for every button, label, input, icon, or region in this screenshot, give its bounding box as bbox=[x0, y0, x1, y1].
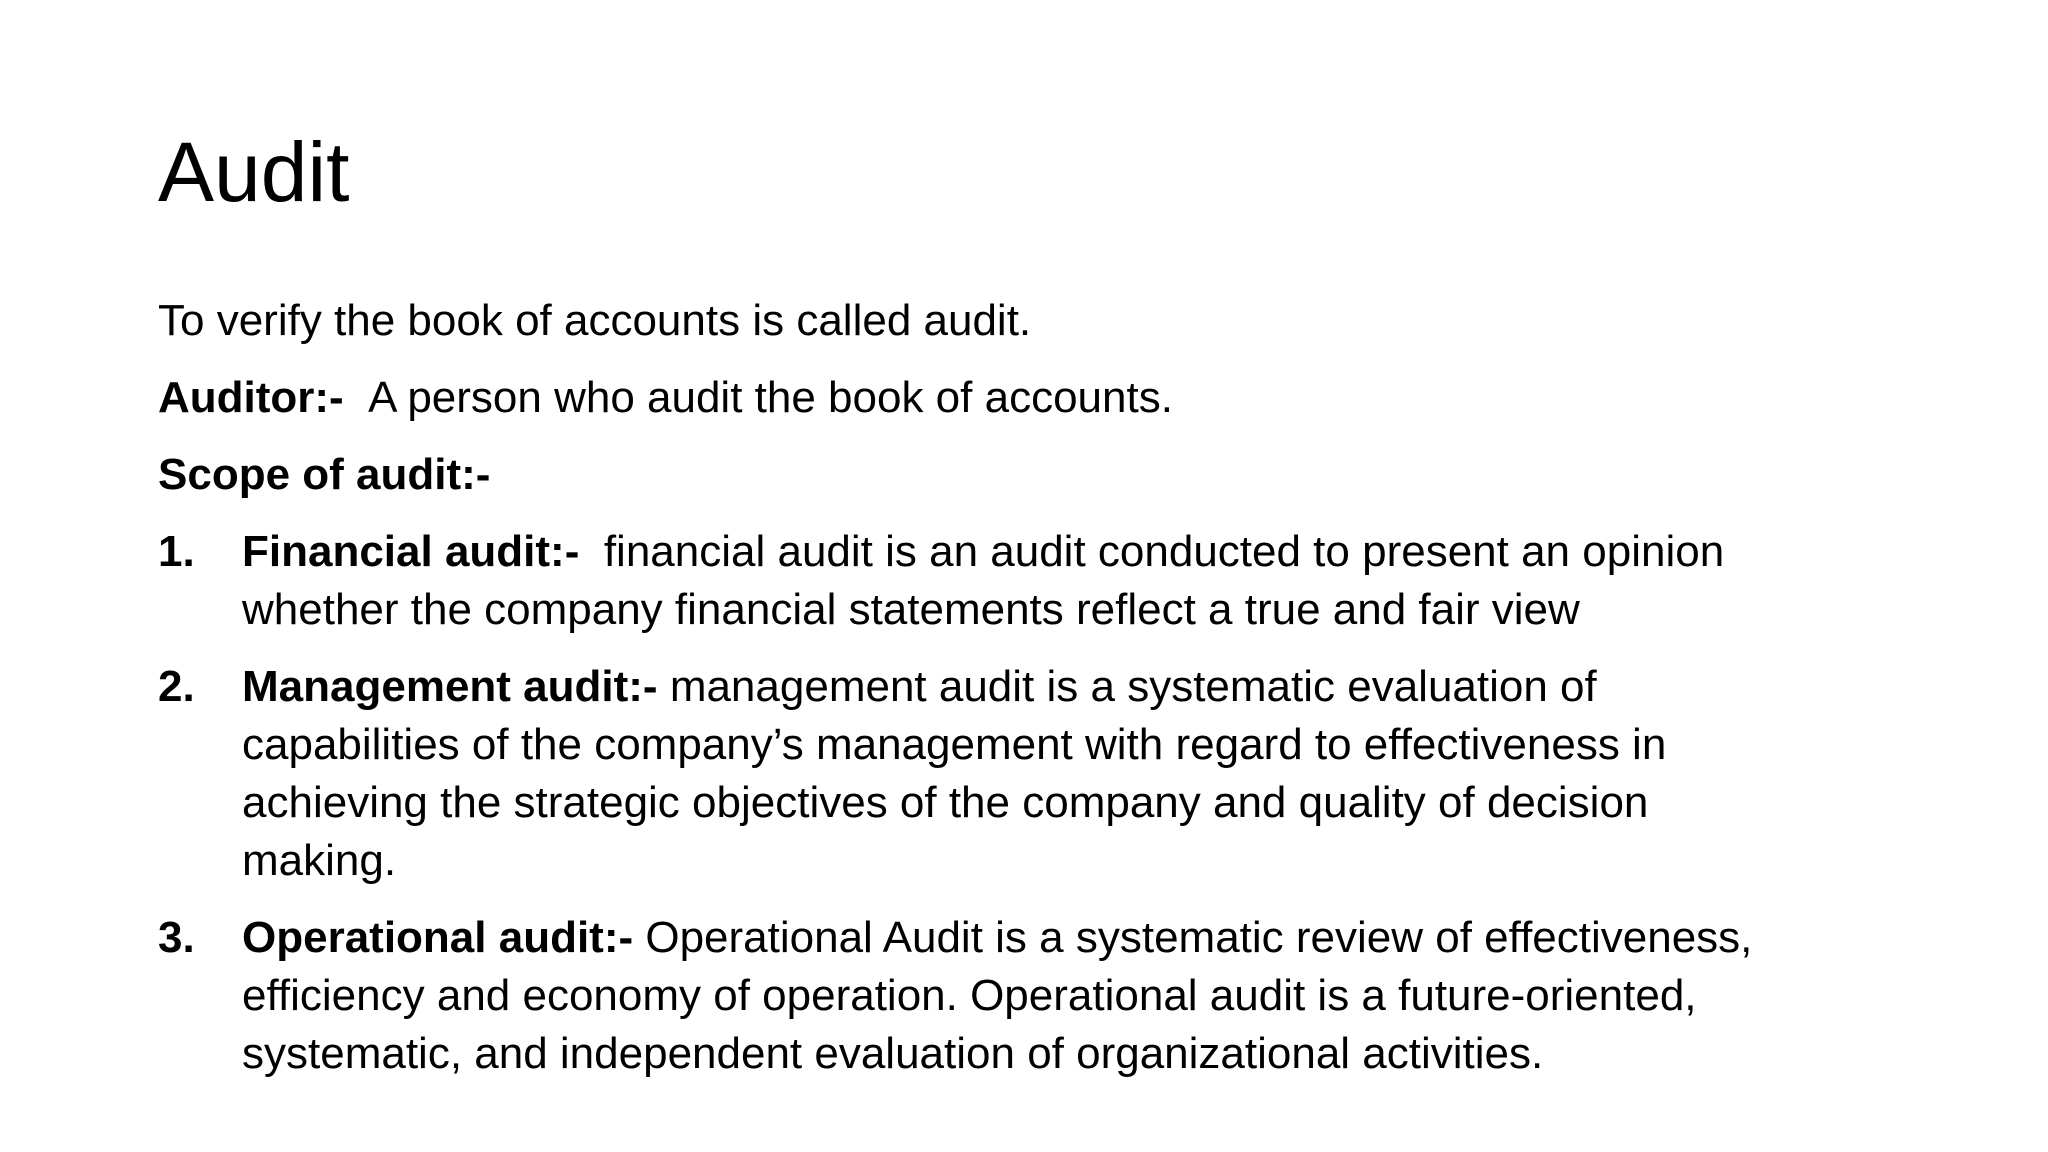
list-item-line bbox=[242, 523, 1918, 581]
list-item-line-text: financial audit is an audit conducted to present an opinion bbox=[603, 527, 1725, 576]
list-item-line: capabilities of the company’s management with regard to effectiveness in bbox=[242, 720, 1667, 769]
scope-heading: Scope of audit:- bbox=[158, 450, 491, 499]
slide-body bbox=[158, 292, 1918, 1102]
list-item-line-text: Operational Audit is a systematic review of effectiveness, bbox=[645, 913, 1753, 962]
list-item-text bbox=[242, 658, 1918, 890]
list-number: 1. bbox=[158, 527, 195, 576]
list-item-line-text: management audit is a systematic evaluation of bbox=[669, 662, 1597, 711]
list-number: 3. bbox=[158, 913, 195, 962]
list-item-line bbox=[242, 909, 1918, 967]
list-item-line: systematic, and independent evaluation of organizational activities. bbox=[242, 1029, 1544, 1078]
list-item-management-audit bbox=[158, 658, 1918, 890]
list-item-text bbox=[242, 523, 1918, 639]
list-item-term: Financial audit:- bbox=[242, 527, 580, 576]
list-item-operational-audit bbox=[158, 909, 1918, 1083]
list-item-text bbox=[242, 909, 1918, 1083]
list-number: 2. bbox=[158, 662, 195, 711]
list-item-line: whether the company financial statements reflect a true and fair view bbox=[242, 585, 1580, 634]
slide-title: Audit bbox=[158, 125, 350, 219]
list-item-line: achieving the strategic objectives of the company and quality of decision bbox=[242, 778, 1649, 827]
auditor-definition bbox=[158, 369, 1918, 427]
list-item-line: making. bbox=[242, 836, 397, 885]
auditor-term: Auditor:- bbox=[158, 373, 344, 422]
auditor-text: A person who audit the book of accounts. bbox=[368, 373, 1173, 422]
intro-text: To verify the book of accounts is called audit. bbox=[158, 296, 1032, 345]
scope-list bbox=[158, 523, 1918, 1083]
list-item-term: Management audit:- bbox=[242, 662, 658, 711]
list-item-line bbox=[242, 658, 1918, 716]
list-item-term: Operational audit:- bbox=[242, 913, 634, 962]
list-item-financial-audit bbox=[158, 523, 1918, 639]
list-item-line: efficiency and economy of operation. Operational audit is a future-oriented, bbox=[242, 971, 1697, 1020]
